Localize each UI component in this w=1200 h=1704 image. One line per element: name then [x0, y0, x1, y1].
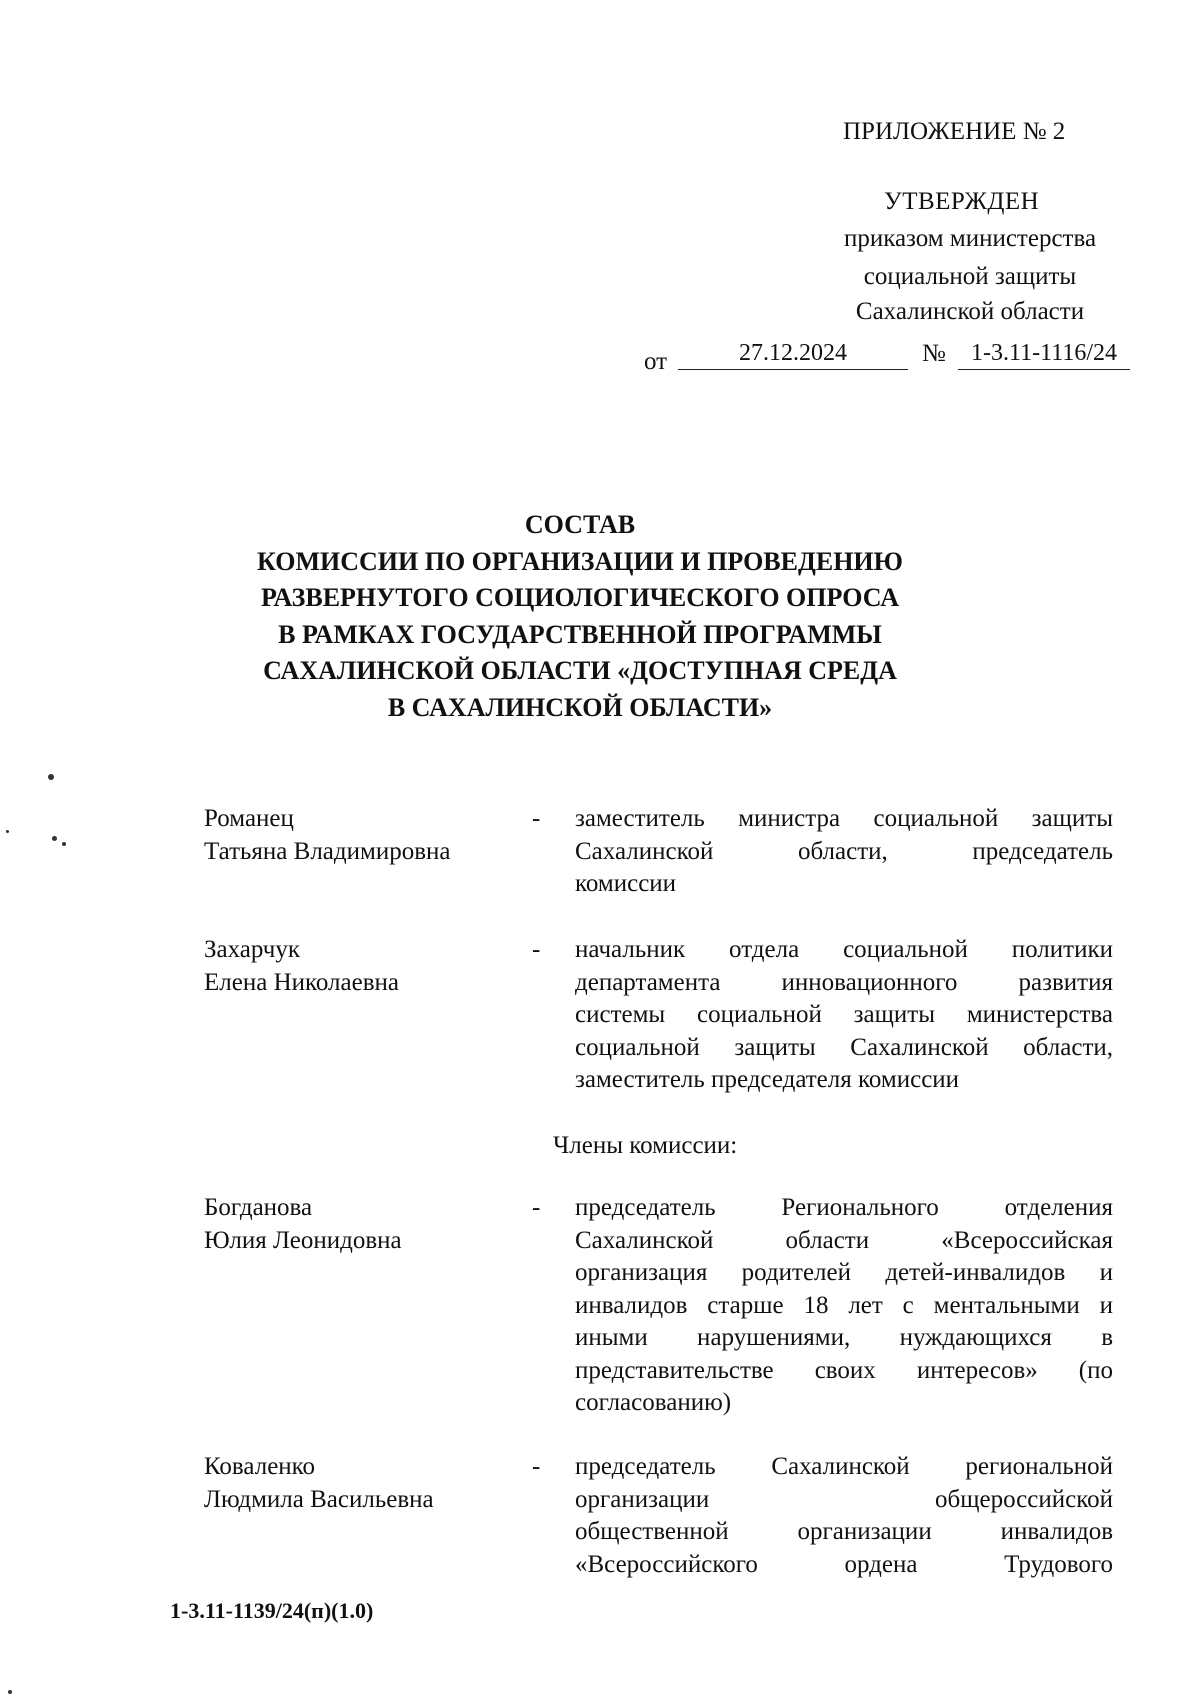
description-line: иными нарушениями, нуждающихся в [575, 1324, 1113, 1351]
member-description [575, 803, 1113, 901]
order-reference [640, 340, 1130, 380]
description-line: заместитель председателя комиссии [575, 1066, 960, 1093]
description-line: председатель Регионального отделения [575, 1194, 1113, 1221]
approved-line: приказом министерства [843, 225, 1097, 252]
description-line: системы социальной защиты министерства [575, 1001, 1113, 1028]
appendix-label: ПРИЛОЖЕНИЕ № 2 [843, 118, 1066, 145]
member-description [575, 1451, 1113, 1581]
description-line: представительстве своих интересов» (по [575, 1356, 1113, 1384]
member-given-name: Татьяна Владимировна [204, 837, 451, 865]
title-line: СОСТАВ [524, 510, 636, 539]
description-line: организации общероссийской [575, 1485, 1113, 1513]
member-description [575, 934, 1113, 1097]
title-line: В САХАЛИНСКОЙ ОБЛАСТИ» [387, 692, 773, 722]
title-line: САХАЛИНСКОЙ ОБЛАСТИ «ДОСТУПНАЯ СРЕДА [263, 656, 897, 685]
member-dash: - [532, 1194, 541, 1221]
scan-speck [8, 1690, 12, 1694]
member-surname: Коваленко [204, 1453, 316, 1480]
scan-speck [52, 836, 57, 841]
document-code: 1-3.11-1139/24(п)(1.0) [170, 1598, 374, 1623]
description-line: согласованию) [575, 1389, 732, 1416]
member-dash: - [532, 936, 541, 963]
description-line: председатель Сахалинской региональной [575, 1453, 1113, 1480]
members-section-label: Члены комиссии: [553, 1132, 738, 1159]
scan-speck [62, 842, 66, 846]
description-line: «Всероссийского ордена Трудового [575, 1550, 1113, 1578]
member-name [204, 1192, 504, 1257]
approved-line: социальной защиты [863, 263, 1077, 290]
scan-speck [6, 830, 9, 833]
description-line: начальник отдела социальной политики [575, 936, 1113, 963]
description-line: заместитель министра социальной защиты [575, 805, 1113, 832]
member-given-name: Юлия Леонидовна [204, 1226, 402, 1254]
document-title [170, 507, 990, 726]
member-surname: Богданова [204, 1194, 313, 1221]
description-line: Сахалинской области «Всероссийская [575, 1226, 1113, 1254]
order-date: 27.12.2024 [678, 340, 908, 370]
description-line: комиссии [575, 870, 677, 897]
member-name [204, 1451, 504, 1516]
member-description [575, 1192, 1113, 1420]
description-line: общественной организации инвалидов [575, 1518, 1113, 1545]
member-name [204, 934, 504, 999]
approved-line: Сахалинской области [855, 298, 1085, 325]
title-line: КОМИССИИ ПО ОРГАНИЗАЦИИ И ПРОВЕДЕНИЮ [257, 546, 903, 576]
description-line: инвалидов старше 18 лет с ментальными и [575, 1291, 1113, 1319]
order-number: 1-3.11-1116/24 [958, 340, 1130, 370]
member-dash: - [532, 1453, 541, 1480]
title-line: В РАМКАХ ГОСУДАРСТВЕННОЙ ПРОГРАММЫ [278, 619, 882, 649]
member-surname: Захарчук [204, 936, 300, 963]
title-line: РАЗВЕРНУТОГО СОЦИОЛОГИЧЕСКОГО ОПРОСА [260, 583, 900, 612]
order-from-label: от [644, 348, 668, 375]
description-line: департамента инновационного развития [575, 968, 1113, 996]
description-line: организация родителей детей-инвалидов и [575, 1259, 1113, 1286]
approved-label: УТВЕРЖДЕН [884, 188, 1040, 215]
member-given-name: Елена Николаевна [204, 968, 399, 996]
description-line: социальной защиты Сахалинской области, [575, 1033, 1113, 1061]
order-number-label: № [922, 340, 946, 367]
member-surname: Романец [204, 805, 294, 832]
description-line: Сахалинской области, председатель [575, 837, 1113, 865]
scan-speck [48, 774, 54, 780]
member-given-name: Людмила Васильевна [204, 1485, 434, 1513]
member-name [204, 803, 504, 868]
member-dash: - [532, 805, 541, 832]
